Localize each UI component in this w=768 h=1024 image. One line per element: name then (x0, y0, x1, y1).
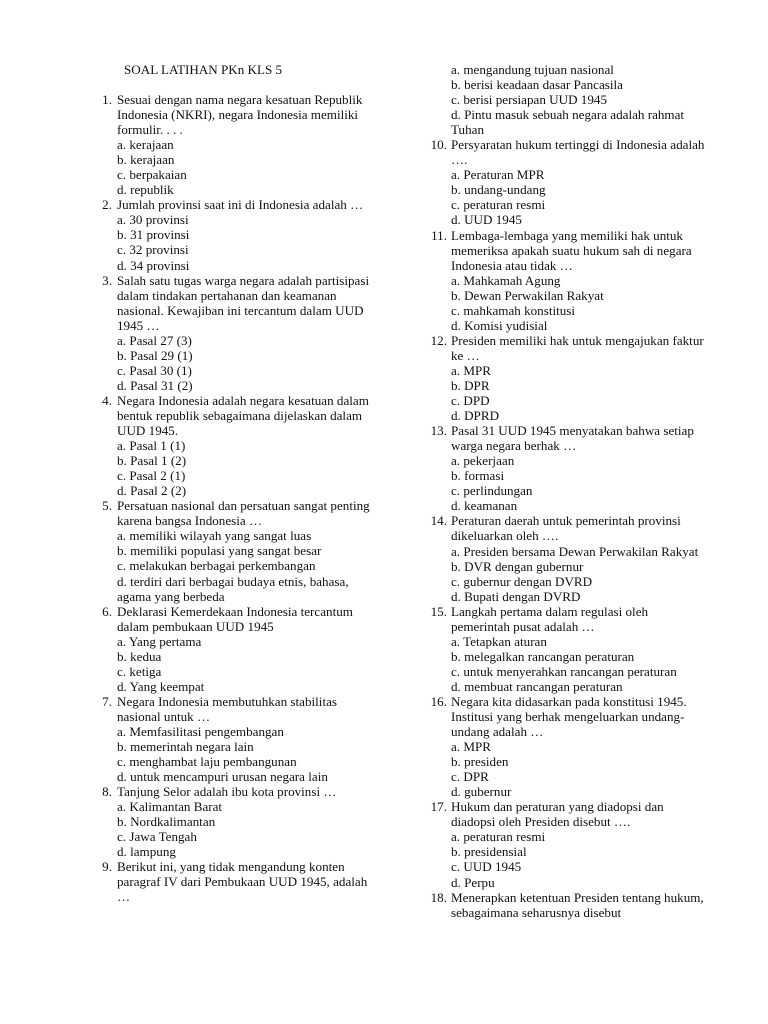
question-item (90, 604, 380, 694)
answer-option: b. memerintah negara lain (117, 739, 254, 755)
answer-option: b. Dewan Perwakilan Rakyat (451, 287, 604, 303)
answer-option: a. MPR (451, 362, 492, 378)
answer-option: b. presidensial (451, 844, 527, 860)
answer-option: d. lampung (117, 844, 176, 860)
answer-option: d. UUD 1945 (451, 212, 522, 228)
answer-option: d. Pintu masuk sebuah negara adalah rahmat Tuhan (451, 107, 685, 138)
question-item (420, 604, 710, 694)
answer-option: d. Perpu (451, 874, 495, 890)
answer-option: d. republik (117, 182, 174, 198)
question-number: 4. (102, 392, 112, 408)
answer-option: c. Jawa Tengah (117, 829, 197, 845)
question-number: 10. (430, 137, 447, 153)
answer-option: c. DPR (451, 769, 489, 785)
answer-option: c. mahkamah konstitusi (451, 302, 576, 318)
answer-option: c. untuk menyerahkan rancangan peraturan (451, 663, 677, 679)
answer-option: a. pekerjaan (451, 453, 515, 469)
question-item (90, 859, 380, 904)
question-item (420, 694, 710, 799)
answer-option: b. formasi (451, 468, 505, 484)
question-item (420, 228, 710, 333)
question-item (90, 784, 380, 859)
answer-option: c. UUD 1945 (451, 859, 522, 875)
answer-option: d. 34 provinsi (117, 257, 190, 273)
question-item (90, 694, 380, 784)
question-item (90, 393, 380, 498)
question-text: Sesuai dengan nama negara kesatuan Republik Indonesia (NKRI), negara Indonesia memiliki formulir. . . . (117, 92, 363, 138)
answer-option: d. Pasal 2 (2) (117, 483, 187, 499)
question-text: Hukum dan peraturan yang diadopsi dan diadopsi oleh Presiden disebut …. (451, 799, 664, 830)
answer-option: b. 31 provinsi (117, 227, 190, 243)
answer-option: a. Pasal 1 (1) (117, 438, 186, 454)
left-question-column (90, 92, 380, 905)
question-text: Tanjung Selor adalah ibu kota provinsi … (117, 784, 337, 800)
question-number: 1. (102, 92, 112, 107)
answer-option: b. Pasal 1 (2) (117, 453, 187, 469)
right-question-list (420, 137, 710, 919)
answer-option: c. Pasal 30 (1) (117, 362, 192, 378)
right-question-column (420, 62, 710, 920)
question-number: 2. (102, 197, 112, 213)
answer-option: c. ketiga (117, 663, 162, 679)
answer-option: b. kerajaan (117, 152, 175, 168)
answer-option: d. Pasal 31 (2) (117, 377, 193, 393)
answer-option: a. Pasal 27 (3) (117, 332, 192, 348)
question-number: 15. (430, 603, 447, 619)
question-text: Presiden memiliki hak untuk mengajukan faktur ke … (451, 332, 704, 363)
answer-option: a. Kalimantan Barat (117, 799, 223, 815)
question-text: Persyaratan hukum tertinggi di Indonesia adalah …. (451, 137, 705, 168)
question-item (420, 333, 710, 423)
question-number: 3. (102, 272, 112, 288)
answer-option: c. melakukan berbagai perkembangan (117, 558, 316, 574)
question-number: 14. (430, 513, 447, 529)
answer-option: a. Tetapkan aturan (451, 633, 547, 649)
question-number: 5. (102, 498, 112, 514)
question-text: Langkah pertama dalam regulasi oleh pemerintah pusat adalah … (451, 603, 649, 634)
answer-option: d. membuat rancangan peraturan (451, 678, 623, 694)
answer-option: c. berpakaian (117, 167, 187, 183)
question-item (90, 273, 380, 393)
question-item (420, 423, 710, 513)
answer-option: b. Nordkalimantan (117, 814, 216, 830)
question-text: Negara Indonesia adalah negara kesatuan dalam bentuk republik sebagaimana dijelaskan dalam UUD 1945. (117, 392, 369, 439)
question-item (90, 498, 380, 603)
question-text: Deklarasi Kemerdekaan Indonesia tercantum dalam pembukaan UUD 1945 (117, 603, 353, 634)
answer-option: a. MPR (451, 739, 492, 755)
question-text: Jumlah provinsi saat ini di Indonesia adalah … (117, 197, 364, 213)
question-number: 9. (102, 859, 112, 875)
question-number: 12. (430, 332, 447, 348)
answer-option: c. Pasal 2 (1) (117, 468, 186, 484)
answer-option: d. Bupati dengan DVRD (451, 588, 581, 604)
answer-option: c. peraturan resmi (451, 197, 546, 213)
answer-option: d. keamanan (451, 498, 518, 514)
question-item (90, 92, 380, 197)
answer-option: b. kedua (117, 648, 162, 664)
question-number: 8. (102, 784, 112, 800)
page-title: SOAL LATIHAN PKn KLS 5 (124, 62, 283, 77)
question-number: 18. (430, 889, 447, 905)
answer-option: d. terdiri dari berbagai budaya etnis, bahasa, agama yang berbeda (117, 573, 349, 604)
answer-option: c. berisi persiapan UUD 1945 (451, 92, 607, 108)
question-text: Negara Indonesia membutuhkan stabilitas nasional untuk … (117, 693, 337, 724)
question-text: Lembaga-lembaga yang memiliki hak untuk memeriksa apakah suatu hukum sah di negara Indonesia atau tidak … (451, 227, 692, 273)
answer-option: b. Pasal 29 (1) (117, 347, 193, 363)
answer-option: d. Yang keempat (117, 678, 205, 694)
answer-option: a. mengandung tujuan nasional (451, 62, 614, 77)
question-number: 11. (431, 227, 447, 243)
answer-option: b. presiden (451, 754, 509, 770)
question-number: 17. (430, 799, 447, 815)
answer-option: b. undang-undang (451, 182, 546, 198)
question-text: Menerapkan ketentuan Presiden tentang hukum, sebagaimana seharusnya disebut (451, 889, 704, 920)
question-text: Berikut ini, yang tidak mengandung konten paragraf IV dari Pembukaan UUD 1945, adalah … (117, 859, 368, 905)
answer-option: c. gubernur dengan DVRD (451, 573, 593, 589)
question-number: 13. (430, 423, 447, 439)
answer-option: d. gubernur (451, 784, 512, 800)
question-item (420, 137, 710, 227)
answer-option: a. peraturan resmi (451, 829, 546, 845)
question-item (420, 799, 710, 889)
question-number: 6. (102, 603, 112, 619)
question-text: Peraturan daerah untuk pemerintah provinsi dikeluarkan oleh …. (451, 513, 681, 544)
answer-option: a. Memfasilitasi pengembangan (117, 723, 284, 739)
question-number: 7. (102, 693, 112, 709)
question-text: Pasal 31 UUD 1945 menyatakan bahwa setiap warga negara berhak … (451, 423, 694, 454)
answer-option: a. Yang pertama (117, 633, 202, 649)
answer-option: b. melegalkan rancangan peraturan (451, 648, 635, 664)
answer-option: d. DPRD (451, 408, 500, 424)
question-number: 16. (430, 693, 447, 709)
answer-option: b. berisi keadaan dasar Pancasila (451, 77, 623, 93)
answer-option: b. DPR (451, 377, 490, 393)
answer-option: c. menghambat laju pembangunan (117, 754, 297, 770)
answer-option: b. memiliki populasi yang sangat besar (117, 543, 322, 559)
answer-option: c. DPD (451, 393, 490, 409)
answer-option: b. DVR dengan gubernur (451, 558, 584, 574)
question-item (420, 513, 710, 603)
answer-option: a. kerajaan (117, 137, 174, 153)
question-text: Persatuan nasional dan persatuan sangat penting karena bangsa Indonesia … (117, 498, 370, 529)
answer-option: a. Presiden bersama Dewan Perwakilan Rakyat (451, 543, 699, 559)
answer-option: d. untuk mencampuri urusan negara lain (117, 769, 328, 785)
answer-option: a. 30 provinsi (117, 212, 189, 228)
answer-option: d. Komisi yudisial (451, 317, 548, 333)
question-item (420, 890, 710, 920)
answer-option: c. 32 provinsi (117, 242, 189, 258)
continued-options (420, 62, 710, 137)
question-item (90, 197, 380, 272)
answer-option: a. memiliki wilayah yang sangat luas (117, 528, 312, 544)
question-text: Salah satu tugas warga negara adalah partisipasi dalam tindakan pertahanan dan keamanan nasional. Kewajiban ini tercantum dalam UUD 1945 … (117, 272, 370, 333)
answer-option: c. perlindungan (451, 483, 533, 499)
answer-option: a. Peraturan MPR (451, 167, 545, 183)
answer-option: a. Mahkamah Agung (451, 272, 561, 288)
question-text: Negara kita didasarkan pada konstitusi 1945. Institusi yang berhak mengeluarkan undang-undang adalah … (451, 693, 687, 740)
